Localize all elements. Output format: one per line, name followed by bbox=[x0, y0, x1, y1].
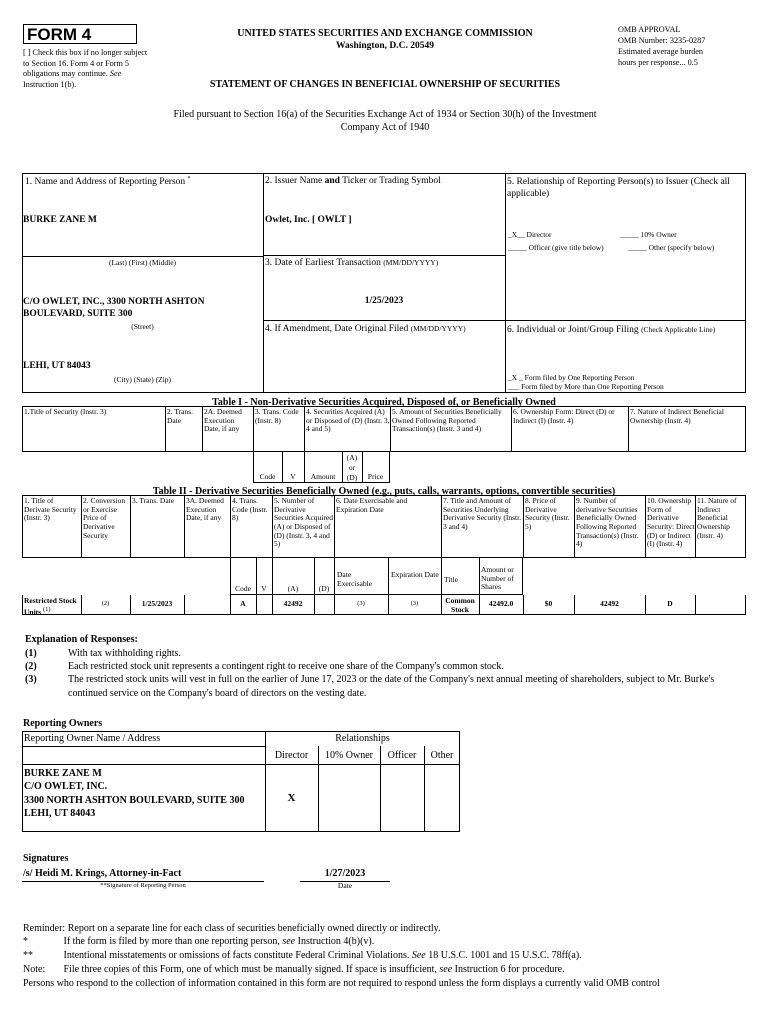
divider bbox=[263, 255, 505, 256]
explanation-item: (3) The restricted stock units will vest in full on the earlier of June 17, 2023 or the date of the Company's next annual meeting of shareholders, subject to Mr. Burke's continued service on the Company's board of directors on the vesting date. bbox=[25, 674, 715, 699]
t1-sub-v: V bbox=[290, 472, 296, 481]
t2-sub-v: V bbox=[261, 584, 267, 593]
divider bbox=[263, 173, 264, 393]
t2-sub-exp: Expiration Date bbox=[391, 570, 439, 579]
owners-heading: Reporting Owners bbox=[23, 718, 103, 729]
divider bbox=[230, 495, 231, 558]
t2-col6: 6. Date Exercisable and Expiration Date bbox=[336, 496, 408, 514]
t1-sub-amount: Amount bbox=[310, 472, 336, 481]
form-title: FORM 4 bbox=[27, 25, 92, 44]
owner-address: BURKE ZANE M C/O OWLET, INC. 3300 NORTH ASHTON BOULEVARD, SUITE 300 LEHI, UT 84043 bbox=[24, 768, 245, 819]
agency-name: UNITED STATES SECURITIES AND EXCHANGE COMMISSION bbox=[237, 28, 533, 39]
owners-col-ten-pct: 10% Owner bbox=[324, 750, 374, 761]
divider bbox=[505, 320, 746, 321]
t2-sub-d: (D) bbox=[318, 584, 330, 593]
owners-col-name: Reporting Owner Name / Address bbox=[24, 733, 161, 744]
t2-row-exp: (3) bbox=[410, 600, 419, 607]
divider bbox=[511, 406, 512, 452]
explanation-heading: Explanation of Responses: bbox=[25, 634, 138, 645]
ten-percent-check: _____ 10% Owner bbox=[620, 230, 677, 239]
officer-check: _____ Officer (give title below) bbox=[508, 243, 604, 252]
t2-row-owned: 42492 bbox=[600, 599, 619, 608]
divider bbox=[628, 406, 629, 452]
divider bbox=[390, 406, 391, 452]
divider bbox=[479, 558, 480, 595]
divider bbox=[695, 595, 696, 615]
t1-sub-code: Code bbox=[259, 472, 276, 481]
footnote-1: * If the form is filed by more than one reporting person, see Instruction 4(b)(v). bbox=[23, 936, 375, 947]
t2-col1: 1. Title of Derivate Security (Instr. 3) bbox=[24, 496, 77, 523]
t2-row-date: 1/25/2023 bbox=[141, 599, 173, 608]
t1-col1: 1.Title of Security (Instr. 3) bbox=[24, 407, 107, 416]
t1-sub-aord: (A) or (D) bbox=[346, 453, 358, 482]
divider bbox=[184, 495, 185, 558]
divider bbox=[441, 558, 442, 595]
earliest-transaction-date: 1/25/2023 bbox=[364, 296, 404, 306]
explanation-item: (1) With tax withholding rights. bbox=[25, 648, 181, 659]
owners-col-officer: Officer bbox=[387, 750, 417, 761]
t2-row-a: 42492 bbox=[283, 599, 303, 608]
divider bbox=[334, 495, 335, 558]
divider bbox=[256, 595, 257, 615]
checkbox-text: [ ] Check this box if no longer subject to Section 16. Form 4 or Form 5 obligations may continue. bbox=[23, 48, 148, 78]
t2-row-amount: 42492.0 bbox=[488, 599, 514, 608]
t2-col4: 4. Trans. Code (Instr. 8) bbox=[232, 496, 268, 523]
t1-col3: 3. Trans. Code (Instr. 8) bbox=[255, 407, 299, 425]
t2-row-code: A bbox=[240, 599, 246, 608]
owners-col-other: Other bbox=[430, 750, 454, 761]
divider bbox=[505, 173, 506, 393]
explanation-item: (2) Each restricted stock unit represents a contingent right to receive one share of the Company's common stock. bbox=[25, 661, 504, 672]
filing-one-person: _X _ Form filed by One Reporting Person bbox=[508, 373, 635, 382]
t1-col4: 4. Securities Acquired (A) or Disposed of (D) (Instr. 3, 4 and 5) bbox=[306, 407, 390, 434]
t1-col2: 2. Trans. Date bbox=[167, 407, 194, 425]
divider bbox=[304, 406, 305, 452]
divider bbox=[165, 406, 166, 452]
top-boxes-frame bbox=[22, 173, 746, 393]
table2-title: Table II - Derivative Securities Beneficially Owned (e.g., puts, calls, warrants, options, convertible securities) bbox=[152, 486, 616, 497]
t2-col11: 11. Nature of Indirect Beneficial Ownership (Instr. 4) bbox=[697, 496, 737, 540]
t1-col5: 5. Amount of Securities Beneficially Owned Following Reported Transaction(s) (Instr. 3 and 4) bbox=[392, 407, 502, 434]
t2-col7: 7. Title and Amount of Securities Underlying Derivative Security (Instr. 3 and 4) bbox=[443, 496, 522, 531]
divider bbox=[263, 320, 505, 321]
t2-sub-date-ex: Date Exercisable bbox=[337, 570, 372, 588]
agency-location: Washington, D.C. 20549 bbox=[336, 41, 434, 51]
t2-col9: 9. Number of derivative Securities Beneficially Owned Following Reported Transaction(s) (Instr. 4) bbox=[576, 496, 639, 549]
divider bbox=[253, 406, 254, 452]
checkbox-notice: [ ] Check this box if no longer subject to Section 16. Form 4 or Form 5 obligations may continue. See Instruction 1(b). bbox=[23, 48, 148, 89]
t2-col3: 3. Trans. Date bbox=[132, 496, 175, 505]
divider bbox=[695, 495, 696, 558]
date-label: Date bbox=[337, 881, 353, 890]
table1-title: Table I - Non-Derivative Securities Acquired, Disposed of, or Beneficially Owned bbox=[212, 397, 556, 408]
box2-label: 2. Issuer Name and Ticker or Trading Symbol bbox=[265, 176, 441, 186]
box6-label: 6. Individual or Joint/Group Filing (Check Applicable Line) bbox=[507, 325, 716, 335]
t2-sub-amount: Amount or Number of Shares bbox=[481, 565, 514, 592]
director-check: _X__ Director bbox=[508, 230, 552, 239]
divider bbox=[22, 764, 460, 765]
divider bbox=[523, 495, 524, 558]
street-hint: (Street) bbox=[131, 322, 154, 331]
name-hint: (Last) (First) (Middle) bbox=[108, 258, 177, 267]
divider bbox=[645, 495, 646, 558]
t1-sub-price: Price bbox=[367, 472, 384, 481]
divider bbox=[130, 495, 131, 558]
t2-row-underlying: Common Stock bbox=[445, 596, 475, 614]
t2-row-date-ex: (3) bbox=[357, 600, 365, 607]
box3-label: 3. Date of Earliest Transaction (MM/DD/YYYY) bbox=[265, 258, 439, 268]
signer-name: /s/ Heidi M. Krings, Attorney-in-Fact bbox=[23, 868, 182, 879]
omb-control-notice: Persons who respond to the collection of information contained in this form are not required to respond unless the form displays a currently valid OMB control bbox=[23, 978, 660, 989]
filed-pursuant: Filed pursuant to Section 16(a) of the Securities Exchange Act of 1934 or Section 30(h) of the Investment Company Act of 1940 bbox=[173, 109, 597, 133]
box1-label: 1. Name and Address of Reporting Person * bbox=[25, 176, 191, 188]
form-title-box bbox=[23, 24, 137, 44]
divider bbox=[81, 495, 82, 558]
reporting-person-city: LEHI, UT 84043 bbox=[23, 361, 91, 371]
filing-more-persons: ___ Form filed by More than One Reporting Person bbox=[508, 382, 664, 391]
t2-row-title: Restricted Stock Units $^{(1)}$ bbox=[24, 596, 77, 617]
divider bbox=[22, 746, 265, 747]
signer-label: **Signature of Reporting Person bbox=[100, 882, 186, 889]
divider bbox=[342, 452, 343, 483]
t2-col10: 10. Ownership Form of Derivative Security: Direct (D) or Indirect (I) (Instr. 4) bbox=[647, 496, 695, 549]
t2-col5: 5. Number of Derivative Securities Acquired (A) or Disposed of (D) (Instr. 3, 4 and 5) bbox=[274, 496, 333, 549]
owners-col-director: Director bbox=[274, 750, 309, 761]
statement-title: STATEMENT OF CHANGES IN BENEFICIAL OWNERSHIP OF SECURITIES bbox=[209, 79, 561, 90]
box4-label: 4. If Amendment, Date Original Filed (MM/DD/YYYY) bbox=[265, 324, 466, 334]
city-hint: (City) (State) (Zip) bbox=[113, 375, 172, 384]
t2-col8: 8. Price of Derivative Security (Instr. 5) bbox=[525, 496, 570, 531]
divider bbox=[334, 558, 335, 595]
t2-row-price: $0 bbox=[544, 599, 553, 608]
t2-row-form: D bbox=[667, 599, 673, 608]
divider bbox=[202, 406, 203, 452]
footnote-3: Note: File three copies of this Form, one of which must be manually signed. If space is insufficient, see Instruction 6 for procedure. bbox=[23, 964, 565, 975]
reminder: Reminder: Report on a separate line for each class of securities beneficially owned directly or indirectly. bbox=[23, 923, 441, 934]
divider bbox=[441, 495, 442, 558]
footnote-2: ** Intentional misstatements or omissions of facts constitute Federal Criminal Violations. See 18 U.S.C. 1001 and 15 U.S.C. 78ff(a). bbox=[23, 950, 582, 961]
t2-sub-code: Code bbox=[235, 584, 251, 593]
t2-sub-a: (A) bbox=[287, 584, 299, 593]
divider bbox=[314, 595, 315, 615]
owner-director-mark: X bbox=[287, 792, 296, 804]
signatures-heading: Signatures bbox=[23, 853, 69, 864]
issuer-name: Owlet, Inc. [ OWLT ] bbox=[265, 215, 352, 225]
other-check: _____ Other (specify below) bbox=[628, 243, 715, 252]
divider bbox=[389, 452, 390, 483]
t1-col2a: 2A. Deemed Execution Date, if any bbox=[204, 407, 242, 434]
omb-approval: OMB APPROVAL OMB Number: 3235-0287 Estimated average burden hours per response... 0.5 bbox=[618, 25, 706, 67]
divider bbox=[574, 495, 575, 558]
t1-col6: 6. Ownership Form: Direct (D) or Indirect (I) (Instr. 4) bbox=[513, 407, 615, 425]
signature-date: 1/27/2023 bbox=[324, 868, 366, 879]
t2-row-conv: (2) bbox=[101, 600, 110, 607]
reporting-person-address: C/O OWLET, INC., 3300 NORTH ASHTON BOULEVARD, SUITE 300 bbox=[23, 297, 205, 319]
owners-col-relationships: Relationships bbox=[335, 733, 390, 744]
t1-col7: 7. Nature of Indirect Beneficial Ownership (Instr. 4) bbox=[630, 407, 724, 425]
t2-col3a: 3A. Deemed Execution Date, if any bbox=[186, 496, 224, 523]
t2-col2: 2. Conversion or Exercise Price of Derivative Security bbox=[83, 496, 126, 540]
reporting-person-name: BURKE ZANE M bbox=[23, 215, 97, 225]
divider bbox=[272, 495, 273, 558]
box5-label: 5. Relationship of Reporting Person(s) to Issuer (Check all applicable) bbox=[507, 177, 730, 199]
divider bbox=[265, 731, 266, 832]
divider bbox=[184, 595, 185, 615]
t2-sub-title: Title bbox=[444, 575, 458, 584]
divider bbox=[388, 558, 389, 595]
divider bbox=[22, 256, 263, 257]
